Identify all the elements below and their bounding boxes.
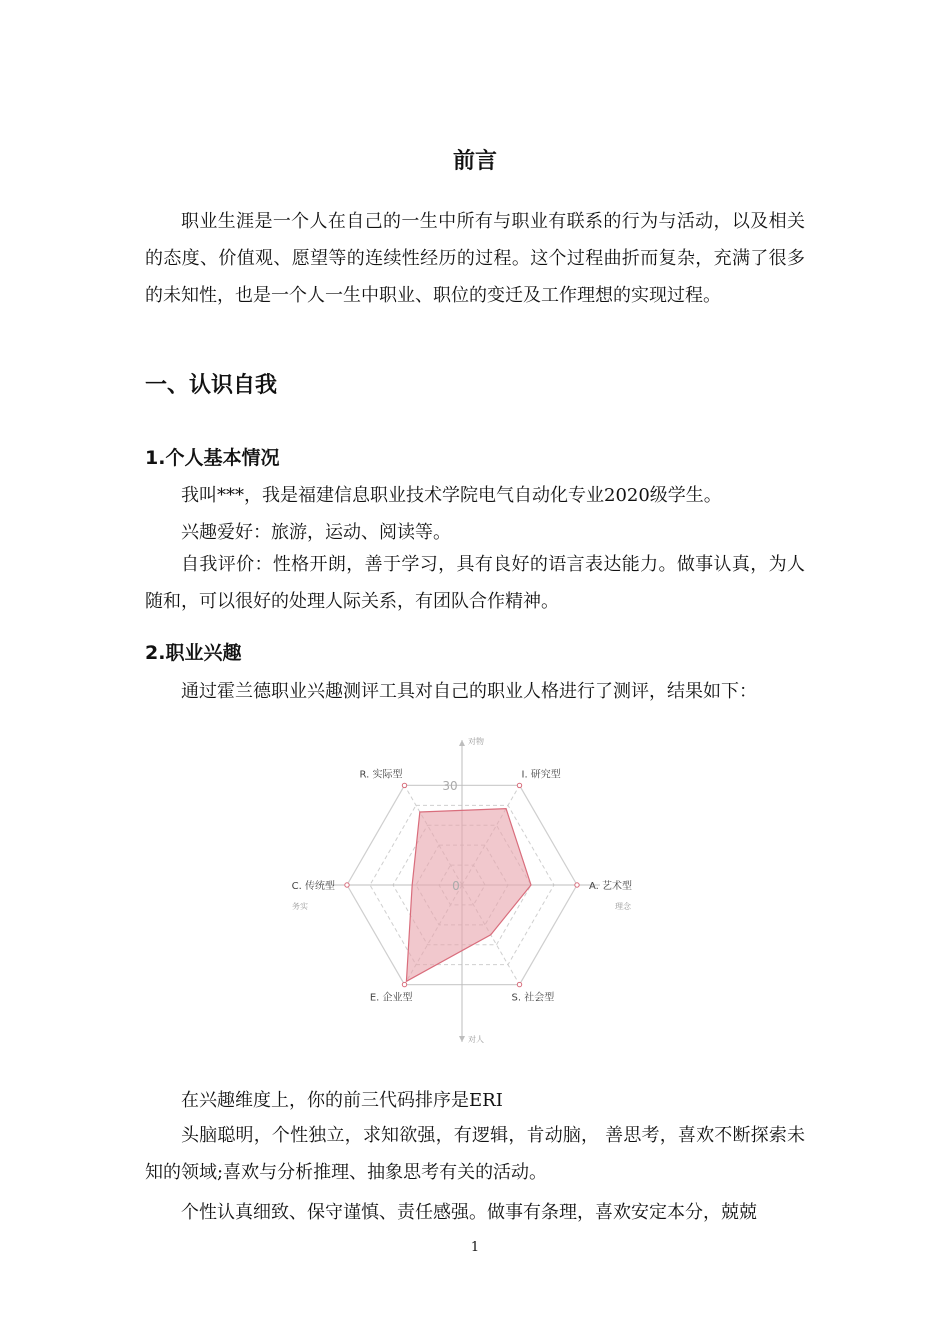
subsection-heading-basic-info: 1.个人基本情况 <box>145 447 280 469</box>
radar-data-polygon <box>406 809 531 982</box>
axis-vertex-dot <box>402 783 406 787</box>
intro-line: 我叫***，我是福建信息职业技术学院电气自动化专业2020级学生。 <box>181 485 722 506</box>
scale-label-max: 30 <box>442 779 458 793</box>
axis-label-artistic: A. 艺术型 <box>589 881 633 892</box>
direction-label-left: 务实 <box>292 902 308 911</box>
preface-paragraph: 职业生涯是一个人在自己的一生中所有与职业有联系的行为与活动，以及相关的态度、价值观、愿望等的连续性经历的过程。这个过程曲折而复杂，充满了很多的未知性，也是一个人一生中职业、职位的变迁及工作理想的实现过程。 <box>145 211 805 306</box>
axis-vertex-dot <box>345 883 349 887</box>
interest-description-2: 个性认真细致、保守谨慎、责任感强。做事有条理，喜欢安定本分，兢兢 <box>181 1202 757 1223</box>
interest-description-1: 头脑聪明，个性独立，求知欲强，有逻辑，肯动脑， 善思考，喜欢不断探索未知的领域;喜欢与分析推理、抽象思考有关的活动。 <box>145 1125 805 1183</box>
axis-label-conventional: C. 传统型 <box>291 881 335 892</box>
page-title: 前言 <box>452 149 497 174</box>
section-heading: 一、认识自我 <box>145 373 278 398</box>
direction-label-bottom: 对人 <box>468 1035 484 1044</box>
axis-label-realistic: R. 实际型 <box>359 769 403 781</box>
arrow-down-icon <box>459 1036 465 1042</box>
hobby-line: 兴趣爱好：旅游，运动、阅读等。 <box>181 522 451 543</box>
direction-label-top: 对物 <box>468 737 484 746</box>
direction-label-right: 理念 <box>615 902 631 911</box>
axis-vertex-dot <box>575 883 579 887</box>
axis-label-social: S. 社会型 <box>511 992 555 1004</box>
axis-vertex-dot <box>402 982 406 986</box>
axis-vertex-dot <box>517 783 521 787</box>
axis-label-enterprising: E. 企业型 <box>369 992 413 1004</box>
arrow-up-icon <box>459 740 465 746</box>
self-evaluation-paragraph: 自我评价：性格开朗，善于学习，具有良好的语言表达能力。做事认真，为人随和，可以很好的处理人际关系，有团队合作精神。 <box>145 554 805 612</box>
scale-label-min: 0 <box>452 879 460 893</box>
interest-code-line: 在兴趣维度上，你的前三代码排序是ERI <box>181 1090 503 1111</box>
axis-label-investigative: I. 研究型 <box>521 769 561 781</box>
subsection-heading-career-interest: 2.职业兴趣 <box>145 642 242 664</box>
page-number: 1 <box>470 1240 480 1255</box>
test-intro-line: 通过霍兰德职业兴趣测评工具对自己的职业人格进行了测评，结果如下： <box>181 681 757 702</box>
axis-vertex-dot <box>517 982 521 986</box>
holland-radar-chart <box>270 730 660 1050</box>
